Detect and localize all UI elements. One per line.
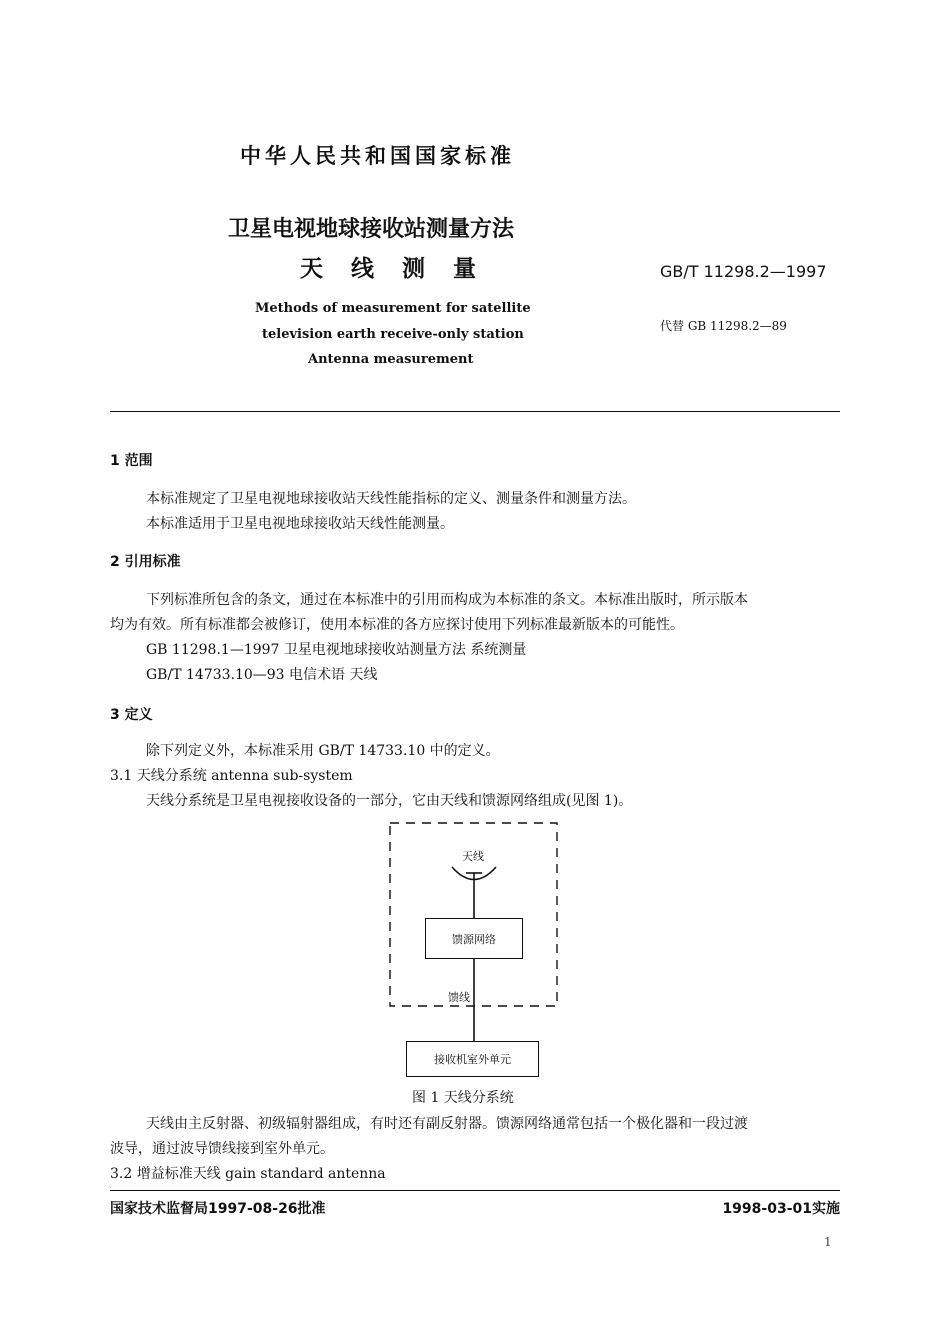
english-title-line: Antenna measurement [308,352,474,367]
replaces-note: 代替 GB 11298.2—89 [660,319,787,333]
feed-line-label: 馈线 [448,991,470,1004]
feed-network-box [425,918,523,959]
receiver-outdoor-unit-label: 接收机室外单元 [434,1053,511,1066]
approval-note: 国家技术监督局1997-08-26批准 [110,1201,326,1217]
antenna-dish [452,867,496,880]
english-title-line: Methods of measurement for satellite [255,301,531,316]
section-heading: 2 引用标准 [110,554,181,570]
paragraph: 天线分系统是卫星电视接收设备的一部分，它由天线和馈源网络组成(见图 1)。 [146,793,633,809]
paragraph: 天线由主反射器、初级辐射器组成，有时还有副反射器。馈源网络通常包括一个极化器和一段过渡 [146,1116,748,1132]
figure-caption: 图 1 天线分系统 [412,1090,514,1106]
reference-item: GB/T 14733.10—93 电信术语 天线 [146,667,378,683]
header-divider [110,411,840,412]
page-number: 1 [824,1235,832,1249]
paragraph: 除下列定义外，本标准采用 GB/T 14733.10 中的定义。 [146,743,500,759]
paragraph: 波导，通过波导馈线接到室外单元。 [110,1141,334,1157]
section-heading: 1 范围 [110,453,153,469]
standard-code: GB/T 11298.2—1997 [660,262,827,281]
national-standard-title: 中华人民共和国国家标准 [240,144,515,168]
paragraph: 本标准规定了卫星电视地球接收站天线性能指标的定义、测量条件和测量方法。 [146,491,636,507]
definition-term: 3.1 天线分系统 antenna sub-system [110,768,353,784]
english-title-line: television earth receive-only station [262,327,524,342]
document-subtitle: 天 线 测 量 [300,256,487,282]
section-heading: 3 定义 [110,707,153,723]
antenna-label: 天线 [462,850,484,863]
reference-item: GB 11298.1—1997 卫星电视地球接收站测量方法 系统测量 [146,642,527,658]
paragraph: 下列标准所包含的条文，通过在本标准中的引用而构成为本标准的条文。本标准出版时，所示版本 [146,592,748,608]
paragraph: 本标准适用于卫星电视地球接收站天线性能测量。 [146,516,454,532]
feed-network-label: 馈源网络 [452,932,496,946]
footer-divider [110,1190,840,1191]
implementation-note: 1998-03-01实施 [722,1201,840,1217]
definition-term: 3.2 增益标准天线 gain standard antenna [110,1166,386,1182]
receiver-outdoor-unit-box [406,1041,539,1077]
paragraph: 均为有效。所有标准都会被修订，使用本标准的各方应探讨使用下列标准最新版本的可能性。 [110,617,684,633]
document-title: 卫星电视地球接收站测量方法 [228,217,515,242]
